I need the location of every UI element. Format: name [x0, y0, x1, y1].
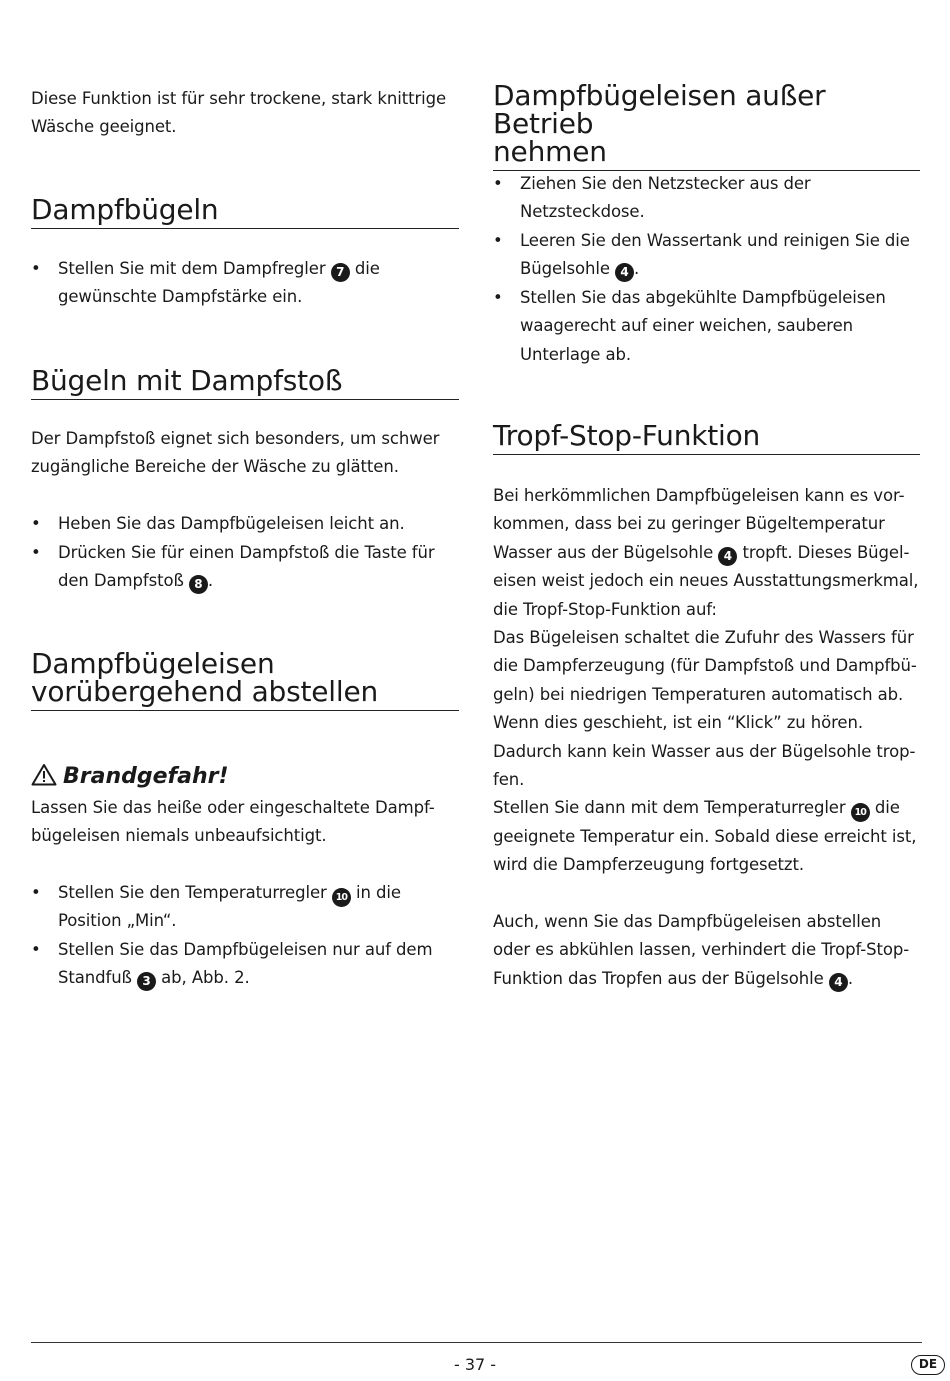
paragraph-line: bügeleisen niemals unbeaufsichtigt.	[31, 826, 327, 846]
list-item	[31, 255, 461, 312]
list-item	[493, 284, 922, 369]
number-3-icon: 3	[137, 972, 156, 991]
bullet-icon: •	[493, 288, 503, 307]
list-item-text: Standfuß	[58, 968, 132, 988]
bullet-icon: •	[31, 883, 41, 902]
intro-line-1: Diese Funktion ist für sehr trockene, stark knittrige	[31, 89, 447, 108]
list-item-text: waagerecht auf einer weichen, sauberen	[520, 316, 854, 336]
bullet-icon: •	[493, 174, 503, 193]
paragraph-line: Der Dampfstoß eignet sich besonders, um schwer	[31, 429, 440, 448]
number-7-icon: 7	[331, 263, 350, 282]
intro-paragraph	[31, 85, 461, 142]
paragraph-line	[493, 539, 922, 567]
list-item-text: Drücken Sie für einen Dampfstoß die Taste für	[58, 543, 435, 562]
number-4-icon: 4	[718, 547, 737, 566]
warning-text	[31, 794, 461, 851]
list-item-text: Position „Min“.	[58, 911, 177, 931]
list-item-text: .	[207, 571, 214, 591]
number-4-icon: 4	[829, 973, 848, 992]
paragraph-line: Wenn dies geschieht, ist ein “Klick” zu hören.	[493, 713, 863, 733]
warning-title	[31, 763, 461, 794]
intro-line-2: Wäsche geeignet.	[31, 117, 177, 137]
paragraph-line: Das Bügeleisen schaltet die Zufuhr des Wassers für	[493, 628, 914, 648]
list-item-text: Stellen Sie den Temperaturregler	[58, 883, 327, 902]
paragraph-line: geln) bei niedrigen Temperaturen automatisch ab.	[493, 684, 904, 704]
heading-dampfstoss: Bügeln mit Dampfstoß	[31, 367, 459, 400]
bullet-icon: •	[31, 514, 41, 533]
list-item-text: Netzsteckdose.	[520, 202, 645, 222]
paragraph-line: fen.	[493, 770, 525, 790]
footer-divider	[31, 1342, 922, 1343]
page-number: - 37 -	[453, 1355, 497, 1374]
list-item-text: Stellen Sie das Dampfbügeleisen nur auf dem	[58, 940, 433, 959]
list-item-text: ab, Abb. 2.	[161, 968, 250, 988]
text-span: Wasser aus der Bügelsohle	[493, 542, 714, 562]
dampfstoss-paragraph	[31, 425, 461, 482]
list-item-text: den Dampfstoß	[58, 571, 184, 591]
heading-line: vorübergehend abstellen	[31, 675, 379, 708]
text-span: .	[847, 968, 853, 988]
paragraph-line	[493, 965, 922, 993]
list-item-text: gewünschte Dampfstärke ein.	[58, 287, 303, 307]
heading-dampfbuegeln: Dampfbügeln	[31, 196, 459, 229]
number-8-icon: 8	[189, 575, 208, 594]
list-item	[31, 539, 461, 596]
warning-triangle-icon	[31, 763, 57, 794]
text-span: Funktion das Tropfen aus der Bügelsohle	[493, 968, 824, 988]
text-span: Stellen Sie dann mit dem Temperaturregler	[493, 798, 846, 818]
heading-abstellen	[31, 647, 459, 711]
paragraph-line: die Dampferzeugung (für Dampfstoß und Dampfbü-	[493, 656, 917, 676]
heading-tropf-stop: Tropf-Stop-Funktion	[493, 422, 920, 455]
paragraph-line: zugängliche Bereiche der Wäsche zu glätten.	[31, 457, 399, 477]
warning-title-text: Brandgefahr!	[63, 764, 229, 789]
paragraph-line: wird die Dampferzeugung fortgesetzt.	[493, 855, 805, 875]
number-10-icon: 10	[332, 888, 351, 907]
paragraph-line: die Tropf-Stop-Funktion auf:	[493, 599, 717, 619]
list-item-text: Stellen Sie das abgekühlte Dampfbügeleisen	[520, 288, 886, 307]
bullet-icon: •	[493, 231, 503, 250]
heading-ausser-betrieb	[493, 79, 920, 171]
text-span: die	[874, 798, 900, 818]
bullet-icon: •	[31, 259, 41, 278]
bullet-icon: •	[31, 940, 41, 959]
tropf-stop-text-2	[493, 908, 922, 993]
paragraph-line: eisen weist jedoch ein neues Ausstattungsmerkmal,	[493, 571, 919, 591]
list-item-text: Bügelsohle	[520, 259, 610, 279]
heading-line: Dampfbügeleisen	[31, 647, 275, 680]
number-10-icon: 10	[851, 803, 870, 822]
bullet-icon: •	[31, 543, 41, 562]
number-4-icon: 4	[615, 263, 634, 282]
list-item-text: Heben Sie das Dampfbügeleisen leicht an.	[58, 514, 405, 533]
list-item	[493, 227, 922, 284]
list-item-text: Leeren Sie den Wassertank und reinigen Sie die	[520, 231, 910, 250]
list-item-text: Ziehen Sie den Netzstecker aus der	[520, 174, 811, 193]
list-item	[31, 510, 461, 538]
paragraph-line: Dadurch kann kein Wasser aus der Bügelsohle trop-	[493, 741, 916, 761]
paragraph-line	[493, 794, 922, 822]
paragraph-line: Lassen Sie das heiße oder eingeschaltete Dampf-	[31, 798, 435, 817]
list-item-text: die	[354, 259, 380, 278]
list-item	[493, 170, 922, 227]
list-item-text: .	[634, 259, 640, 279]
paragraph-line: geeignete Temperatur ein. Sobald diese erreicht ist,	[493, 826, 917, 846]
paragraph-line: Bei herkömmlichen Dampfbügeleisen kann es vor-	[493, 486, 905, 505]
heading-line: Dampfbügeleisen außer Betrieb	[493, 79, 826, 140]
heading-line: nehmen	[493, 135, 607, 168]
language-badge: DE	[911, 1355, 945, 1375]
paragraph-line: kommen, dass bei zu geringer Bügeltemperatur	[493, 514, 885, 534]
tropf-stop-text	[493, 482, 922, 880]
list-item-text: in die	[356, 883, 401, 902]
list-item-text: Stellen Sie mit dem Dampfregler	[58, 259, 326, 278]
list-item-text: Unterlage ab.	[520, 344, 632, 364]
text-span: tropft. Dieses Bügel-	[742, 542, 910, 562]
list-item	[31, 936, 461, 993]
paragraph-line: Auch, wenn Sie das Dampfbügeleisen abstellen	[493, 912, 882, 931]
paragraph-line: oder es abkühlen lassen, verhindert die Tropf-Stop-	[493, 940, 910, 960]
list-item	[31, 879, 461, 936]
